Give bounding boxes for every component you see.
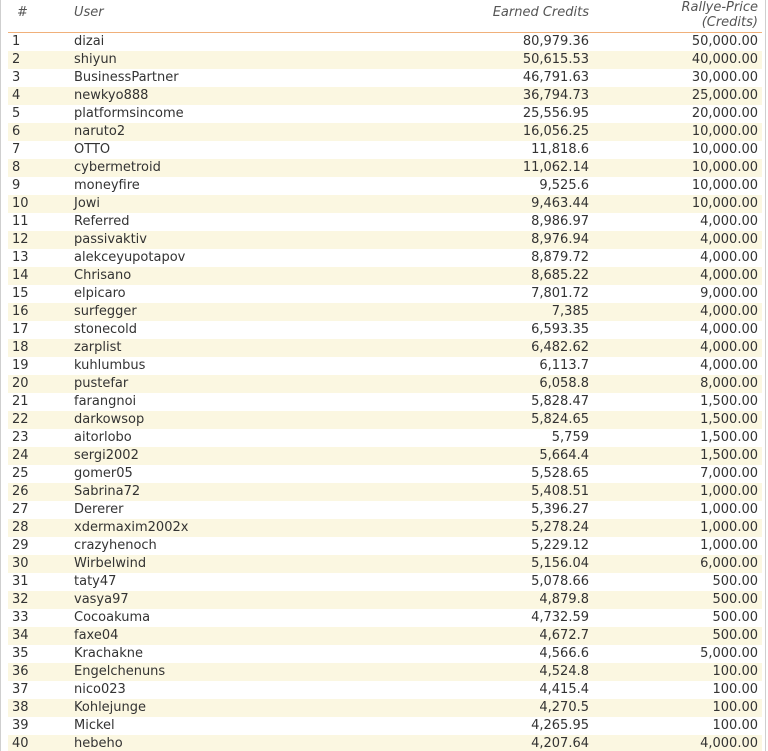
rallye-price-cell: 20,000.00 [691,105,758,121]
rank-cell: 2 [12,51,21,67]
table-row [8,483,762,501]
table-row [8,195,762,213]
rallye-price-cell: 4,000.00 [700,735,758,751]
table-row [8,393,762,411]
header-rallye-price-line1: Rallye-Price [681,0,758,15]
rank-cell: 35 [12,645,29,661]
user-cell: alekceyupotapov [74,249,186,265]
user-cell: surfegger [74,303,137,319]
table-row [8,501,762,519]
rank-cell: 4 [12,87,21,103]
rank-cell: 20 [12,375,29,391]
table-row [8,645,762,663]
header-rallye-price-line2: (Credits) [701,15,758,30]
rallye-price-cell: 4,000.00 [700,357,758,373]
table-row [8,303,762,321]
user-cell: Krachakne [74,645,143,661]
table-row [8,411,762,429]
user-cell: vasya97 [74,591,129,607]
rallye-price-cell: 10,000.00 [691,141,758,157]
user-cell: taty47 [74,573,117,589]
table-row [8,141,762,159]
table-row [8,555,762,573]
table-row [8,519,762,537]
user-cell: dizai [74,33,105,49]
user-cell: nico023 [74,681,126,697]
earned-credits-cell: 5,408.51 [531,483,589,499]
rallye-price-cell: 100.00 [712,663,758,679]
rank-cell: 3 [12,69,21,85]
rallye-price-cell: 9,000.00 [700,285,758,301]
user-cell: Engelchenuns [74,663,166,679]
rank-cell: 22 [12,411,29,427]
header-user: User [74,5,104,20]
rallye-price-cell: 10,000.00 [691,195,758,211]
rallye-price-cell: 500.00 [712,591,758,607]
earned-credits-cell: 80,979.36 [522,33,589,49]
user-cell: Kohlejunge [74,699,147,715]
rallye-price-cell: 1,000.00 [700,501,758,517]
user-cell: platformsincome [74,105,184,121]
rank-cell: 38 [12,699,29,715]
user-cell: shiyun [74,51,117,67]
user-cell: Mickel [74,717,115,733]
user-cell: moneyfire [74,177,140,193]
rallye-price-cell: 1,000.00 [700,519,758,535]
user-cell: xdermaxim2002x [74,519,189,535]
user-cell: Jowi [74,195,101,211]
table-row [8,339,762,357]
table-row [8,321,762,339]
rank-cell: 26 [12,483,29,499]
header-earned-credits: Earned Credits [492,5,589,20]
earned-credits-cell: 8,976.94 [531,231,589,247]
user-cell: faxe04 [74,627,119,643]
earned-credits-cell: 4,415.4 [539,681,589,697]
rank-cell: 23 [12,429,29,445]
rank-cell: 21 [12,393,29,409]
table-row [8,717,762,735]
rallye-price-cell: 4,000.00 [700,231,758,247]
rallye-price-cell: 10,000.00 [691,177,758,193]
earned-credits-cell: 8,685.22 [531,267,589,283]
rank-cell: 33 [12,609,29,625]
table-row [8,591,762,609]
rallye-price-cell: 40,000.00 [691,51,758,67]
user-cell: gomer05 [74,465,133,481]
earned-credits-cell: 6,113.7 [539,357,589,373]
table-row [8,213,762,231]
user-cell: farangnoi [74,393,137,409]
user-cell: Cocoakuma [74,609,151,625]
user-cell: Wirbelwind [74,555,147,571]
earned-credits-cell: 6,058.8 [539,375,589,391]
rallye-price-cell: 100.00 [712,717,758,733]
earned-credits-cell: 4,524.8 [539,663,589,679]
table-row [8,267,762,285]
rank-cell: 18 [12,339,29,355]
earned-credits-cell: 5,528.65 [531,465,589,481]
table-row [8,105,762,123]
earned-credits-cell: 50,615.53 [522,51,589,67]
table-header [8,0,762,32]
earned-credits-cell: 4,566.6 [539,645,589,661]
table-row [8,735,762,751]
rank-cell: 14 [12,267,29,283]
table-row [8,123,762,141]
earned-credits-cell: 11,818.6 [531,141,589,157]
rallye-price-cell: 1,500.00 [700,393,758,409]
table-row [8,285,762,303]
earned-credits-cell: 5,229.12 [531,537,589,553]
rank-cell: 10 [12,195,29,211]
rallye-price-cell: 500.00 [712,573,758,589]
earned-credits-cell: 4,207.64 [531,735,589,751]
table-row [8,249,762,267]
rallye-price-cell: 5,000.00 [700,645,758,661]
user-cell: passivaktiv [74,231,147,247]
rallye-price-cell: 25,000.00 [691,87,758,103]
rank-cell: 11 [12,213,29,229]
table-row [8,609,762,627]
table-body [8,32,762,751]
header-rank: # [17,5,28,20]
ranking-table [8,0,762,751]
earned-credits-cell: 5,664.4 [539,447,589,463]
earned-credits-cell: 9,525.6 [539,177,589,193]
rank-cell: 19 [12,357,29,373]
rank-cell: 15 [12,285,29,301]
earned-credits-cell: 4,672.7 [539,627,589,643]
rank-cell: 24 [12,447,29,463]
rank-cell: 31 [12,573,29,589]
table-row [8,429,762,447]
table-row [8,681,762,699]
earned-credits-cell: 6,593.35 [531,321,589,337]
earned-credits-cell: 6,482.62 [531,339,589,355]
earned-credits-cell: 9,463.44 [531,195,589,211]
user-cell: Dererer [74,501,124,517]
user-cell: Chrisano [74,267,132,283]
header-row [8,0,762,32]
user-cell: cybermetroid [74,159,161,175]
rallye-price-cell: 1,500.00 [700,411,758,427]
rank-cell: 5 [12,105,21,121]
user-cell: darkowsop [74,411,145,427]
table-row [8,627,762,645]
earned-credits-cell: 7,385 [551,303,589,319]
rank-cell: 6 [12,123,21,139]
rallye-price-cell: 100.00 [712,681,758,697]
user-cell: aitorlobo [74,429,132,445]
earned-credits-cell: 5,278.24 [531,519,589,535]
user-cell: stonecold [74,321,138,337]
rallye-price-cell: 50,000.00 [691,33,758,49]
rallye-price-cell: 7,000.00 [700,465,758,481]
table-row [8,231,762,249]
table-row [8,375,762,393]
user-cell: zarplist [74,339,122,355]
rallye-price-cell: 4,000.00 [700,249,758,265]
rank-cell: 27 [12,501,29,517]
rank-cell: 16 [12,303,29,319]
table-row [8,537,762,555]
rank-cell: 30 [12,555,29,571]
user-cell: naruto2 [74,123,126,139]
rank-cell: 13 [12,249,29,265]
table-row [8,87,762,105]
table-row [8,357,762,375]
earned-credits-cell: 25,556.95 [522,105,589,121]
rank-cell: 32 [12,591,29,607]
rallye-price-cell: 500.00 [712,627,758,643]
rank-cell: 28 [12,519,29,535]
rank-cell: 25 [12,465,29,481]
earned-credits-cell: 5,759 [551,429,589,445]
earned-credits-cell: 5,396.27 [531,501,589,517]
rallye-price-cell: 30,000.00 [691,69,758,85]
rank-cell: 36 [12,663,29,679]
rallye-price-cell: 4,000.00 [700,321,758,337]
rallye-price-cell: 1,000.00 [700,537,758,553]
user-cell: elpicaro [74,285,126,301]
rallye-price-cell: 4,000.00 [700,267,758,283]
table-row [8,69,762,87]
earned-credits-cell: 4,265.95 [531,717,589,733]
rallye-price-cell: 6,000.00 [700,555,758,571]
earned-credits-cell: 5,078.66 [531,573,589,589]
rallye-price-cell: 10,000.00 [691,159,758,175]
user-cell: sergi2002 [74,447,139,463]
table-row [8,177,762,195]
earned-credits-cell: 8,986.97 [531,213,589,229]
table-row [8,159,762,177]
rallye-price-cell: 8,000.00 [700,375,758,391]
rallye-price-cell: 1,000.00 [700,483,758,499]
user-cell: Referred [74,213,130,229]
rank-cell: 17 [12,321,29,337]
user-cell: hebeho [74,735,123,751]
table-row [8,465,762,483]
rank-cell: 9 [12,177,21,193]
table-row [8,32,762,51]
header-rallye-price [591,0,762,32]
user-cell: Sabrina72 [74,483,141,499]
earned-credits-cell: 36,794.73 [522,87,589,103]
earned-credits-cell: 5,156.04 [531,555,589,571]
user-cell: crazyhenoch [74,537,157,553]
rank-cell: 8 [12,159,21,175]
rallye-price-cell: 1,500.00 [700,429,758,445]
rallye-price-cell: 100.00 [712,699,758,715]
table-row [8,51,762,69]
rallye-price-cell: 500.00 [712,609,758,625]
rallye-price-cell: 10,000.00 [691,123,758,139]
rank-cell: 39 [12,717,29,733]
user-cell: newkyo888 [74,87,149,103]
user-cell: OTTO [74,141,111,157]
earned-credits-cell: 8,879.72 [531,249,589,265]
rallye-price-cell: 1,500.00 [700,447,758,463]
rallye-price-cell: 4,000.00 [700,339,758,355]
earned-credits-cell: 4,879.8 [539,591,589,607]
user-cell: pustefar [74,375,129,391]
table-row [8,699,762,717]
rank-cell: 40 [12,735,29,751]
earned-credits-cell: 4,270.5 [539,699,589,715]
earned-credits-cell: 5,828.47 [531,393,589,409]
rank-cell: 29 [12,537,29,553]
rank-cell: 34 [12,627,29,643]
earned-credits-cell: 7,801.72 [531,285,589,301]
user-cell: kuhlumbus [74,357,146,373]
earned-credits-cell: 16,056.25 [522,123,589,139]
user-cell: BusinessPartner [74,69,179,85]
earned-credits-cell: 5,824.65 [531,411,589,427]
table-row [8,447,762,465]
earned-credits-cell: 11,062.14 [522,159,589,175]
rank-cell: 12 [12,231,29,247]
table-row [8,573,762,591]
earned-credits-cell: 4,732.59 [531,609,589,625]
earned-credits-cell: 46,791.63 [522,69,589,85]
rank-cell: 7 [12,141,21,157]
rank-cell: 1 [12,33,21,49]
rank-cell: 37 [12,681,29,697]
rallye-price-cell: 4,000.00 [700,213,758,229]
table-row [8,663,762,681]
rallye-price-cell: 4,000.00 [700,303,758,319]
